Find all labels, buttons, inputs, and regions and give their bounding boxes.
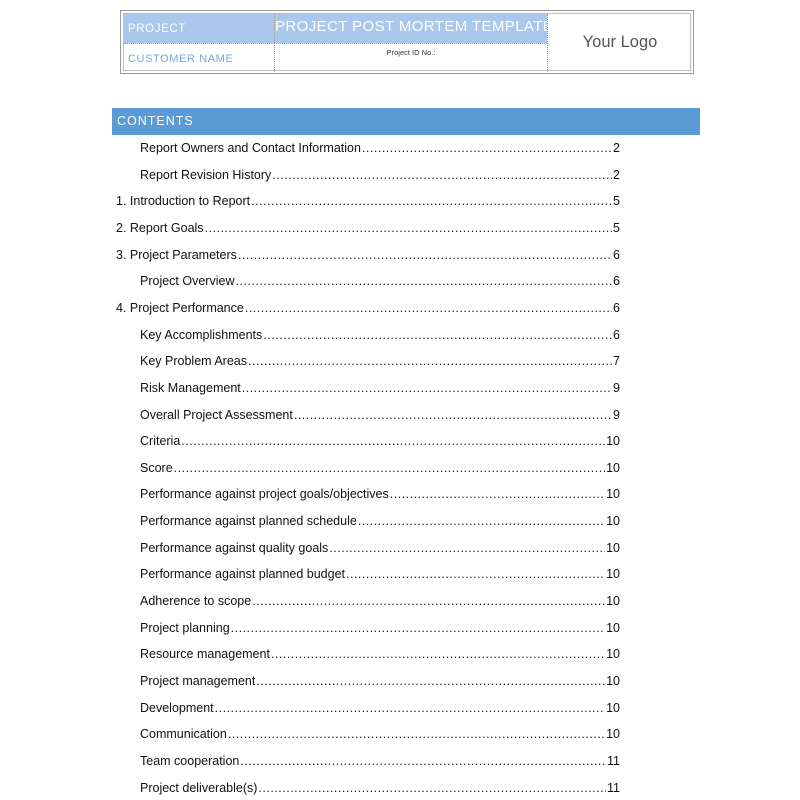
toc-dot-leader — [252, 591, 605, 611]
contents-heading: CONTENTS — [112, 108, 700, 135]
toc-entry-line — [140, 591, 620, 611]
toc-dot-leader — [238, 245, 612, 265]
toc-entry-title: Team cooperation — [140, 753, 240, 768]
toc-entry-title: Risk Management — [140, 380, 241, 395]
toc-entry[interactable] — [0, 298, 800, 318]
toc-dot-leader — [205, 218, 613, 238]
toc-entry-line — [140, 564, 620, 584]
toc-entry-title: Project management — [140, 674, 256, 688]
toc-dot-leader — [258, 778, 606, 798]
toc-entry[interactable] — [0, 644, 800, 664]
toc-entry[interactable] — [0, 724, 800, 744]
toc-dot-leader — [390, 484, 605, 504]
toc-entry[interactable] — [0, 351, 800, 371]
toc-dot-leader — [240, 751, 606, 771]
toc-entry-title: Performance against project goals/objectives — [140, 487, 389, 502]
toc-entry-title: Performance against planned schedule — [140, 514, 357, 529]
toc-entry-page: 10 — [606, 460, 620, 475]
customer-name-label: CUSTOMER NAME — [124, 43, 274, 72]
toc-entry[interactable] — [0, 405, 800, 425]
document-title: PROJECT POST MORTEM TEMPLATE — [274, 14, 547, 43]
toc-entry[interactable] — [0, 671, 800, 691]
toc-dot-leader — [245, 298, 612, 318]
toc-entry-page: 10 — [606, 514, 620, 529]
toc-entry-title: Project planning — [140, 620, 230, 635]
toc-dot-leader — [231, 618, 605, 638]
toc-entry-page: 11 — [607, 753, 620, 768]
toc-dot-leader — [256, 671, 605, 691]
toc-dot-leader — [362, 138, 612, 158]
toc-entry-line — [140, 698, 620, 718]
toc-dot-leader — [272, 165, 612, 185]
toc-entry-page: 6 — [613, 247, 620, 262]
header-table — [120, 10, 694, 74]
toc-entry-line — [140, 511, 620, 531]
toc-entry-title: 4. Project Performance — [116, 300, 244, 315]
toc-entry-line — [140, 405, 620, 425]
toc-dot-leader — [346, 564, 605, 584]
toc-entry[interactable] — [0, 325, 800, 345]
toc-dot-leader — [358, 511, 605, 531]
toc-entry[interactable] — [0, 484, 800, 504]
toc-entry-title: Communication — [140, 727, 227, 742]
toc-entry-page: 2 — [613, 167, 620, 182]
toc-entry-title: Project deliverable(s) — [140, 780, 258, 795]
toc-dot-leader — [329, 538, 605, 558]
toc-entry[interactable] — [0, 378, 800, 398]
toc-dot-leader — [228, 724, 605, 744]
toc-entry-page: 9 — [613, 407, 620, 422]
header-table-inner — [123, 13, 691, 71]
project-label: PROJECT — [124, 14, 274, 43]
toc-entry-page: 10 — [606, 647, 620, 662]
toc-entry-line — [116, 191, 620, 211]
toc-dot-leader — [263, 325, 612, 345]
toc-entry-page: 10 — [606, 540, 620, 555]
toc-entry[interactable] — [0, 458, 800, 478]
toc-entry[interactable] — [0, 218, 800, 238]
toc-entry-title: Development — [140, 700, 214, 715]
toc-entry-title: Key Accomplishments — [140, 327, 263, 342]
toc-entry-title: 3. Project Parameters — [116, 247, 237, 262]
logo-placeholder: Your Logo — [547, 14, 692, 72]
toc-entry[interactable] — [0, 591, 800, 611]
toc-entry-page: 6 — [613, 274, 620, 289]
toc-dot-leader — [174, 458, 605, 478]
toc-entry-page: 10 — [606, 674, 620, 688]
toc-entry[interactable] — [0, 751, 800, 771]
toc-entry-page: 7 — [613, 354, 620, 369]
toc-entry[interactable] — [0, 271, 800, 291]
toc-entry-page: 10 — [606, 700, 620, 715]
toc-entry-title: Criteria — [140, 434, 181, 449]
toc-entry-line — [140, 165, 620, 185]
toc-entry-line — [140, 644, 620, 664]
toc-entry-line — [140, 138, 620, 158]
toc-entry-title: Adherence to scope — [140, 594, 252, 608]
toc-entry[interactable] — [0, 538, 800, 558]
toc-entry-page: 2 — [613, 141, 620, 155]
toc-entry-page: 10 — [606, 727, 620, 742]
toc-entry-title: Overall Project Assessment — [140, 407, 293, 422]
toc-entry-line — [140, 778, 620, 798]
toc-dot-leader — [294, 405, 612, 425]
toc-entry-title: Project Overview — [140, 274, 235, 289]
project-id-label: Project ID No.: — [274, 43, 547, 72]
toc-entry-line — [140, 671, 620, 691]
toc-entry[interactable] — [0, 618, 800, 638]
toc-entry-page: 10 — [606, 594, 620, 608]
toc-entry-page: 5 — [613, 194, 620, 209]
toc-dot-leader — [235, 271, 612, 291]
toc-entry-title: Report Owners and Contact Information — [140, 141, 361, 155]
toc-entry[interactable] — [0, 138, 800, 158]
toc-entry-title: Key Problem Areas — [140, 354, 247, 369]
toc-entry-title: 1. Introduction to Report — [116, 194, 251, 209]
toc-entry-line — [140, 751, 620, 771]
toc-entry[interactable] — [0, 165, 800, 185]
toc-entry[interactable] — [0, 431, 800, 451]
toc-entry-line — [116, 218, 620, 238]
toc-dot-leader — [248, 351, 612, 371]
toc-entry[interactable] — [0, 778, 800, 798]
toc-entry-page: 10 — [606, 620, 620, 635]
toc-entry[interactable] — [0, 511, 800, 531]
toc-dot-leader — [242, 378, 612, 398]
toc-entry-line — [140, 724, 620, 744]
toc-entry-page: 6 — [613, 300, 620, 315]
toc-dot-leader — [251, 191, 612, 211]
toc-entry[interactable] — [0, 698, 800, 718]
toc-entry-title: Score — [140, 460, 173, 475]
toc-entry-page: 10 — [606, 487, 620, 502]
toc-entry-title: 2. Report Goals — [116, 220, 204, 235]
toc-entry-line — [116, 245, 620, 265]
toc-entry-line — [140, 618, 620, 638]
toc-entry-title: Performance against planned budget — [140, 567, 346, 582]
toc-entry-line — [140, 458, 620, 478]
toc-dot-leader — [271, 644, 605, 664]
toc-entry-page: 11 — [607, 780, 620, 795]
toc-entry-page: 9 — [613, 380, 620, 395]
toc-entry-line — [140, 378, 620, 398]
toc-entry-page: 6 — [613, 327, 620, 342]
toc-entry[interactable] — [0, 564, 800, 584]
toc-entry-page: 10 — [606, 434, 620, 449]
toc-entry-title: Report Revision History — [140, 167, 272, 182]
toc-entry[interactable] — [0, 245, 800, 265]
toc-entry-line — [140, 484, 620, 504]
toc-entry-page: 10 — [606, 567, 620, 582]
toc-entry-line — [140, 538, 620, 558]
toc-entry-line — [116, 298, 620, 318]
toc-entry-line — [140, 271, 620, 291]
toc-entry-title: Performance against quality goals — [140, 540, 329, 555]
toc-entry-line — [140, 325, 620, 345]
toc-entry-line — [140, 351, 620, 371]
toc-dot-leader — [181, 431, 605, 451]
toc-dot-leader — [215, 698, 605, 718]
toc-entry-line — [140, 431, 620, 451]
toc-entry-title: Resource management — [140, 647, 270, 662]
toc-entry-page: 5 — [613, 220, 620, 235]
toc-entry[interactable] — [0, 191, 800, 211]
